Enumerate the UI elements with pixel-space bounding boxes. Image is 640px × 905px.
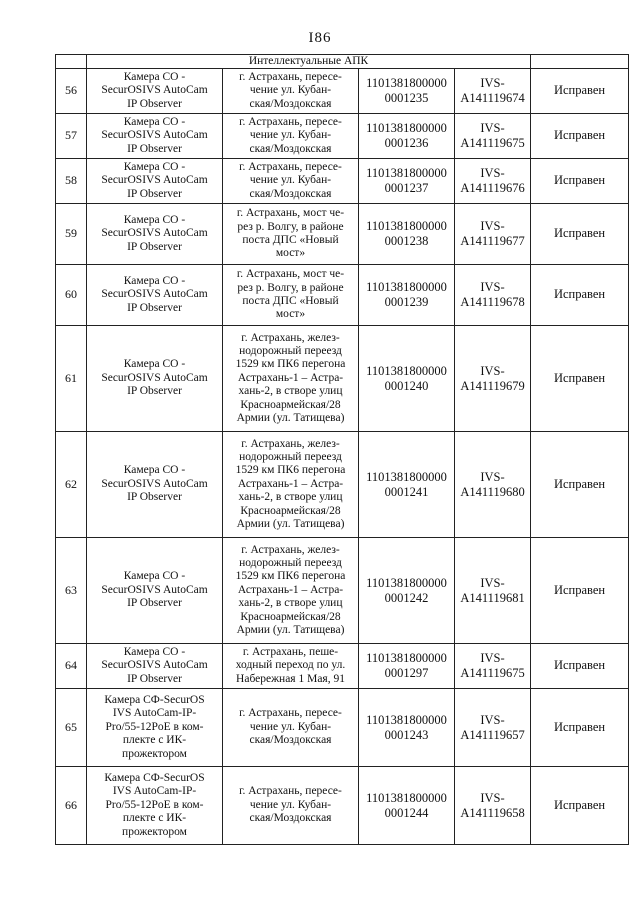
equipment-name-cell: Камера СО - SecurOSIVS AutoCam IP Observer: [87, 159, 223, 204]
inventory-number-cell: 1101381800000 0001239: [359, 265, 455, 326]
status-cell: Исправен: [531, 159, 629, 204]
row-number-cell: 57: [56, 114, 87, 159]
serial-number-cell: IVS- A141119675: [455, 114, 531, 159]
inventory-number-cell: 1101381800000 0001241: [359, 432, 455, 538]
row-number-cell: 66: [56, 767, 87, 845]
serial-number-cell: IVS- A141119677: [455, 204, 531, 265]
table-row: [56, 689, 629, 767]
serial-number-cell: IVS- A141119676: [455, 159, 531, 204]
location-cell: г. Астрахань, пересе- чение ул. Кубан- ская/Моздокская: [223, 159, 359, 204]
equipment-name-cell: Камера СО - SecurOSIVS AutoCam IP Observer: [87, 432, 223, 538]
inventory-number-cell: 1101381800000 0001244: [359, 767, 455, 845]
inventory-number-cell: 1101381800000 0001242: [359, 538, 455, 644]
table-row: [56, 114, 629, 159]
section-empty-cell: [531, 55, 629, 69]
inventory-number-cell: 1101381800000 0001238: [359, 204, 455, 265]
table-row: [56, 69, 629, 114]
status-cell: Исправен: [531, 265, 629, 326]
equipment-name-cell: Камера СО - SecurOSIVS AutoCam IP Observer: [87, 326, 223, 432]
inventory-number-cell: 1101381800000 0001297: [359, 644, 455, 689]
table-row: [56, 265, 629, 326]
row-number-cell: 63: [56, 538, 87, 644]
location-cell: г. Астрахань, мост че- рез р. Волгу, в районе поста ДПС «Новый мост»: [223, 265, 359, 326]
row-number-cell: 65: [56, 689, 87, 767]
serial-number-cell: IVS- A141119679: [455, 326, 531, 432]
equipment-name-cell: Камера СО - SecurOSIVS AutoCam IP Observer: [87, 644, 223, 689]
location-cell: г. Астрахань, мост че- рез р. Волгу, в районе поста ДПС «Новый мост»: [223, 204, 359, 265]
status-cell: Исправен: [531, 767, 629, 845]
status-cell: Исправен: [531, 644, 629, 689]
table-row: [56, 538, 629, 644]
location-cell: г. Астрахань, желез- нодорожный переезд 1529 км ПК6 перегона Астрахань-1 – Астра- хань-2, в створе улиц Красноармейская/28 Армии (ул. Татищева): [223, 432, 359, 538]
equipment-name-cell: Камера СФ-SecurOS IVS AutoCam-IP- Pro/55-12PoE в ком- плекте с ИК- прожектором: [87, 689, 223, 767]
inventory-number-cell: 1101381800000 0001240: [359, 326, 455, 432]
row-number-cell: 58: [56, 159, 87, 204]
page-number: I86: [308, 30, 332, 46]
section-title: Интеллектуальные АПК: [87, 55, 531, 69]
row-number-cell: 62: [56, 432, 87, 538]
serial-number-cell: IVS- A141119658: [455, 767, 531, 845]
status-cell: Исправен: [531, 204, 629, 265]
status-cell: Исправен: [531, 538, 629, 644]
location-cell: г. Астрахань, пеше- ходный переход по ул. Набережная 1 Мая, 91: [223, 644, 359, 689]
status-cell: Исправен: [531, 689, 629, 767]
row-number-cell: 61: [56, 326, 87, 432]
inventory-number-cell: 1101381800000 0001235: [359, 69, 455, 114]
serial-number-cell: IVS- A141119657: [455, 689, 531, 767]
section-empty-cell: [56, 55, 87, 69]
table-row: [56, 767, 629, 845]
inventory-number-cell: 1101381800000 0001243: [359, 689, 455, 767]
equipment-table: [55, 54, 629, 845]
section-header-row: [56, 55, 629, 69]
table-row: [56, 644, 629, 689]
location-cell: г. Астрахань, желез- нодорожный переезд 1529 км ПК6 перегона Астрахань-1 – Астра- хань-2, в створе улиц Красноармейская/28 Армии (ул. Татищева): [223, 326, 359, 432]
status-cell: Исправен: [531, 432, 629, 538]
equipment-name-cell: Камера СО - SecurOSIVS AutoCam IP Observer: [87, 114, 223, 159]
inventory-number-cell: 1101381800000 0001237: [359, 159, 455, 204]
serial-number-cell: IVS- A141119680: [455, 432, 531, 538]
serial-number-cell: IVS- A141119675: [455, 644, 531, 689]
status-cell: Исправен: [531, 114, 629, 159]
equipment-name-cell: Камера СО - SecurOSIVS AutoCam IP Observer: [87, 69, 223, 114]
location-cell: г. Астрахань, пересе- чение ул. Кубан- ская/Моздокская: [223, 114, 359, 159]
status-cell: Исправен: [531, 326, 629, 432]
table-row: [56, 159, 629, 204]
location-cell: г. Астрахань, пересе- чение ул. Кубан- ская/Моздокская: [223, 689, 359, 767]
equipment-name-cell: Камера СФ-SecurOS IVS AutoCam-IP- Pro/55-12PoE в ком- плекте с ИК- прожектором: [87, 767, 223, 845]
status-cell: Исправен: [531, 69, 629, 114]
table-row: [56, 326, 629, 432]
row-number-cell: 59: [56, 204, 87, 265]
inventory-number-cell: 1101381800000 0001236: [359, 114, 455, 159]
equipment-name-cell: Камера СО - SecurOSIVS AutoCam IP Observer: [87, 538, 223, 644]
serial-number-cell: IVS- A141119678: [455, 265, 531, 326]
location-cell: г. Астрахань, желез- нодорожный переезд 1529 км ПК6 перегона Астрахань-1 – Астра- хань-2, в створе улиц Красноармейская/28 Армии (ул. Татищева): [223, 538, 359, 644]
row-number-cell: 64: [56, 644, 87, 689]
location-cell: г. Астрахань, пересе- чение ул. Кубан- ская/Моздокская: [223, 767, 359, 845]
table-row: [56, 432, 629, 538]
row-number-cell: 56: [56, 69, 87, 114]
serial-number-cell: IVS- A141119674: [455, 69, 531, 114]
table-row: [56, 204, 629, 265]
row-number-cell: 60: [56, 265, 87, 326]
equipment-name-cell: Камера СО - SecurOSIVS AutoCam IP Observer: [87, 204, 223, 265]
location-cell: г. Астрахань, пересе- чение ул. Кубан- ская/Моздокская: [223, 69, 359, 114]
equipment-name-cell: Камера СО - SecurOSIVS AutoCam IP Observer: [87, 265, 223, 326]
serial-number-cell: IVS- A141119681: [455, 538, 531, 644]
